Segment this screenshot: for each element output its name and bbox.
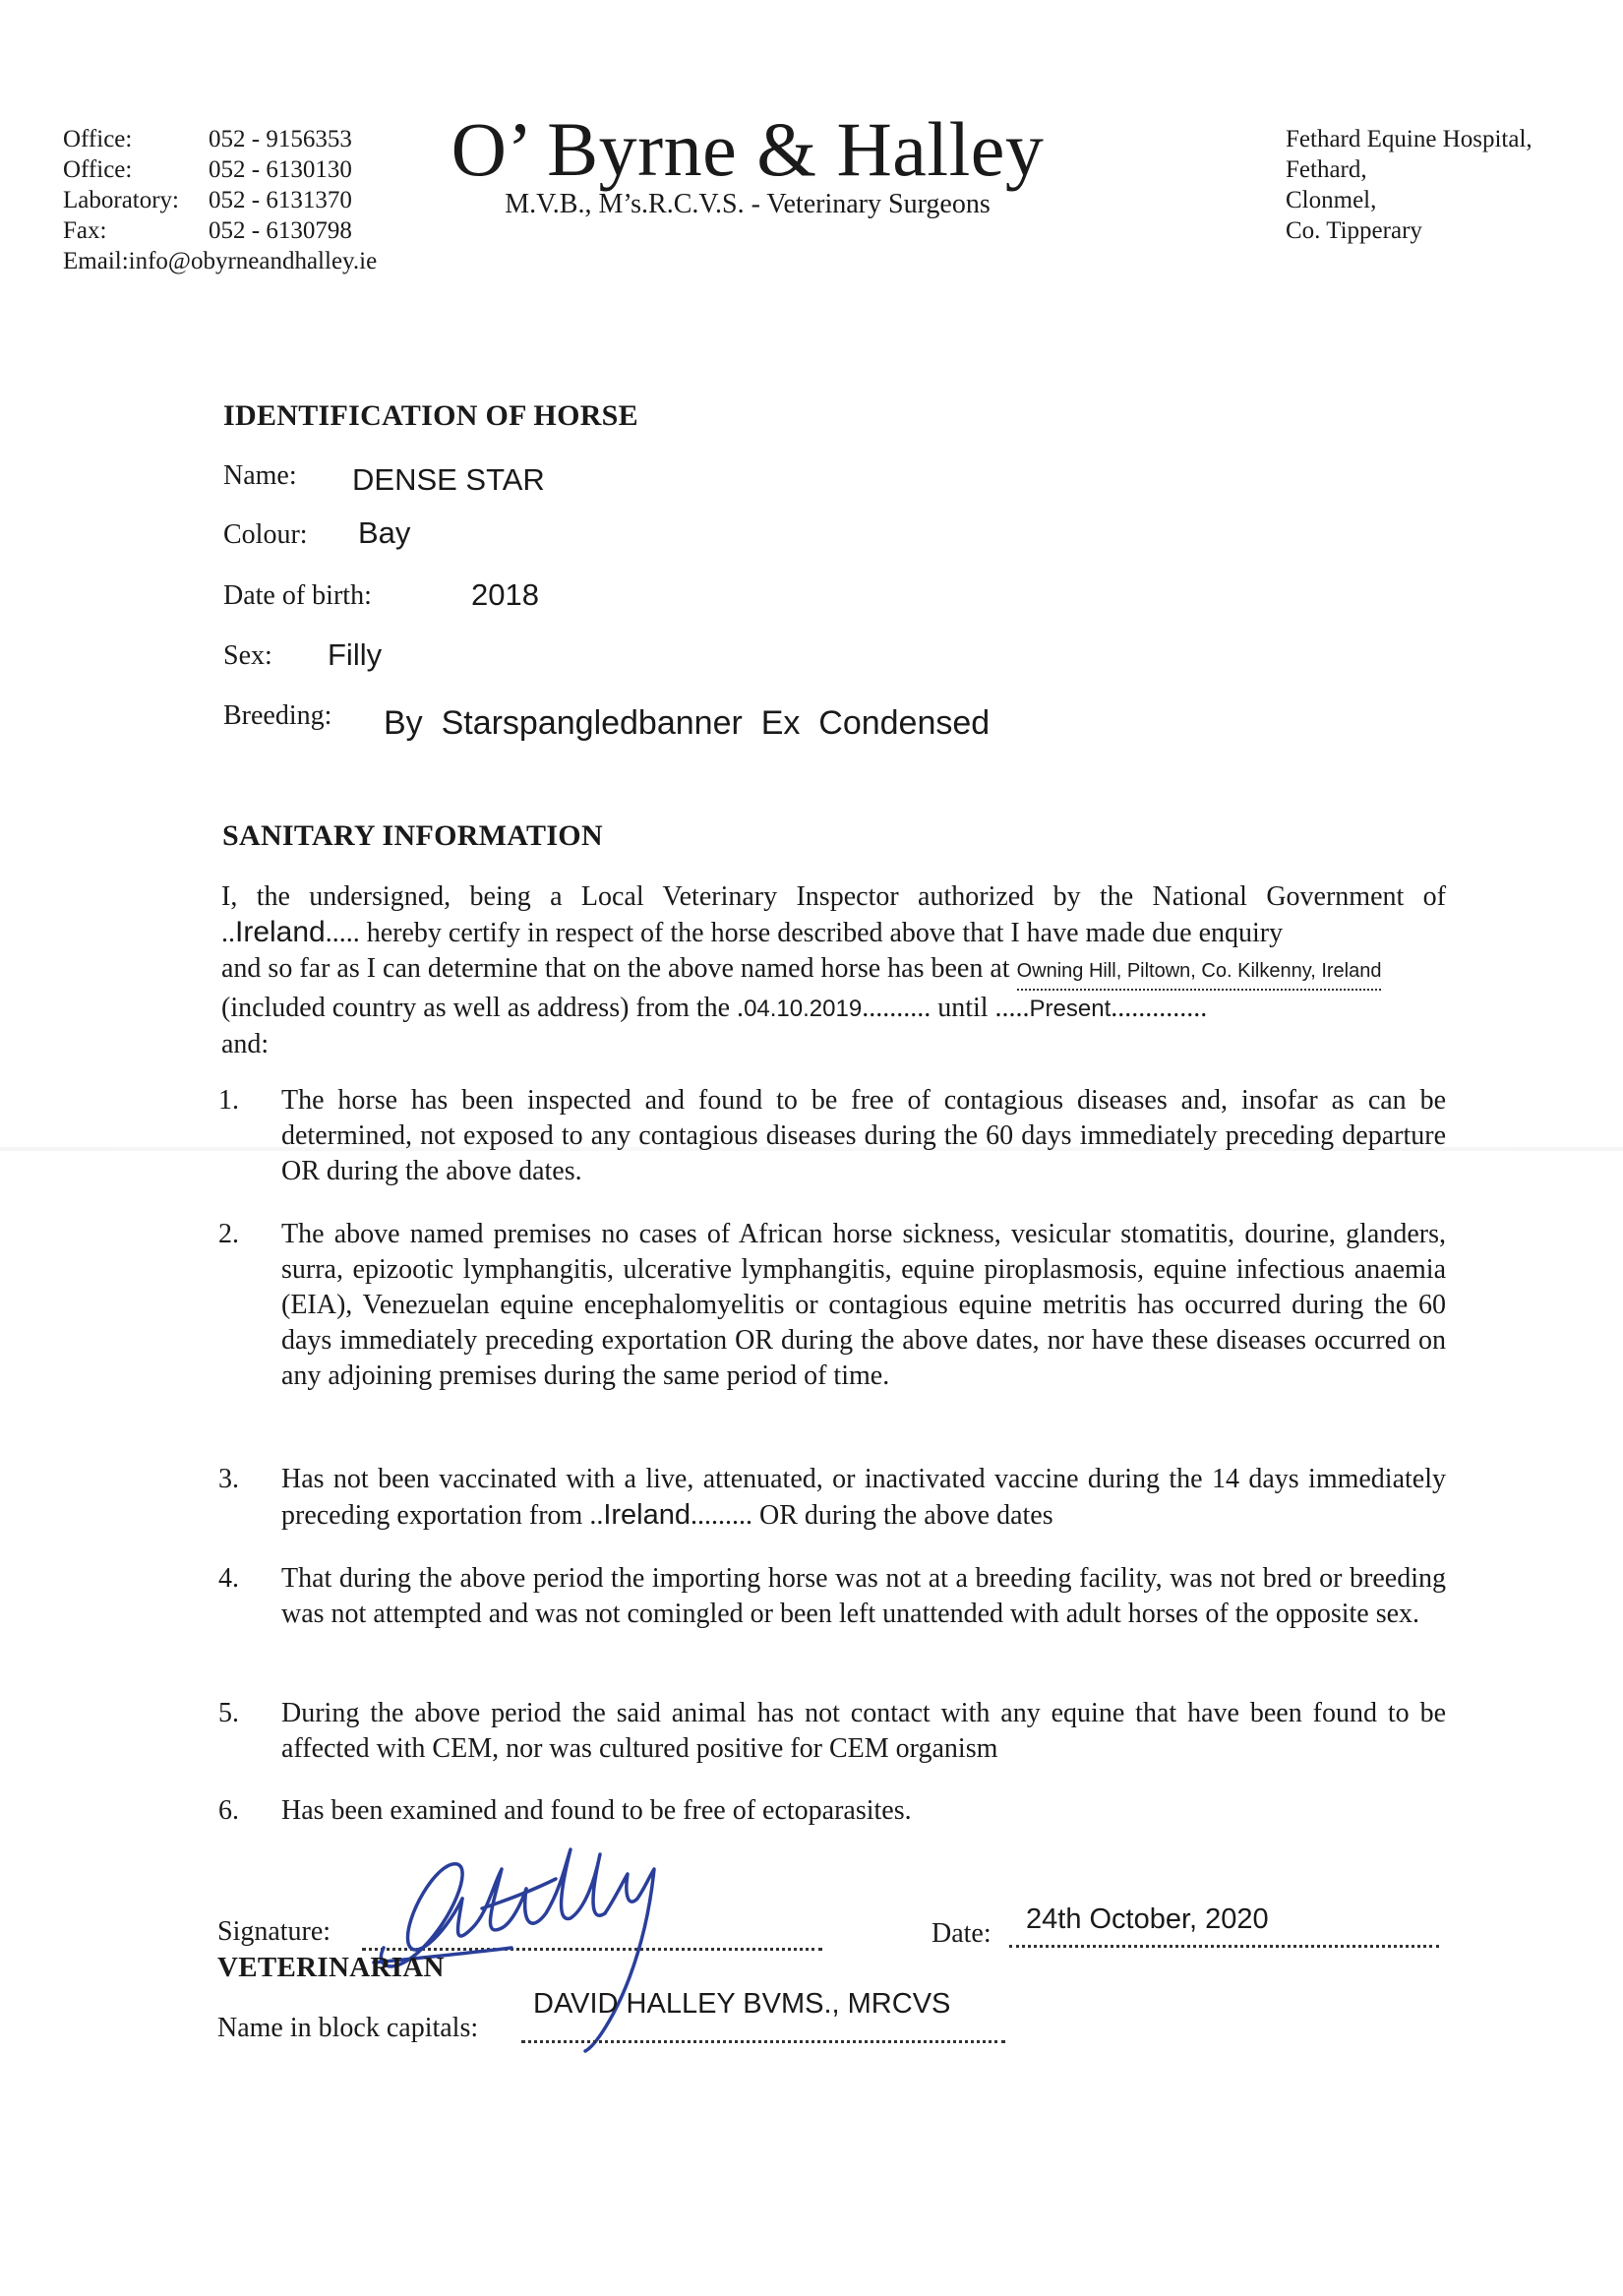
address-block xyxy=(1286,124,1533,246)
dots: .............. xyxy=(1111,993,1208,1023)
contact-value: 052 - 6130130 xyxy=(209,156,352,183)
conditions-list xyxy=(218,1083,1448,1831)
date-value: 24th October, 2020 xyxy=(1026,1903,1269,1935)
item-number: 3. xyxy=(218,1464,239,1494)
dob-label: Date of birth: xyxy=(223,580,372,611)
item-text-part: Has not been vaccinated with a live, attenuated, or inactivated vaccine during the 14 days immediately preceding exportation from .. xyxy=(281,1464,1446,1531)
item-number: 2. xyxy=(218,1219,239,1249)
sex-label: Sex: xyxy=(223,640,272,671)
until-date-value: Present xyxy=(1029,996,1112,1022)
item-text-part: ......... OR during the above dates xyxy=(691,1500,1053,1531)
item-text: That during the above period the importing horse was not at a breeding facility, was not bred or breeding was not attempted and was not comingled or been left unattended with adult horses of the opposite sex. xyxy=(281,1563,1446,1629)
item-text: The above named premises no cases of African horse sickness, vesicular stomatitis, dourine, glanders, surra, epizootic lymphangitis, ulcerative lymphangitis, equine piroplasmosis, equine infectious anaemia (EIA), Venezuelan equine encephalomyelitis or contagious equine metritis has occurred during the 60 days immediately preceding exportation OR during the above dates, nor have these diseases occurred on any adjoining premises during the same period of time. xyxy=(281,1219,1446,1391)
address-line: Fethard Equine Hospital, xyxy=(1286,126,1533,152)
contact-label: Office: xyxy=(63,126,133,152)
dots: .. xyxy=(221,918,235,948)
contact-label: Office: xyxy=(63,156,133,183)
country-value: Ireland xyxy=(235,916,326,948)
para-text: ..... hereby certify in respect of the horse described above that I have made due enquiry xyxy=(325,918,1284,948)
email: Email:info@obyrneandhalley.ie xyxy=(63,248,378,274)
veterinarian-role: VETERINARIAN xyxy=(217,1952,445,1983)
certification-paragraph xyxy=(221,879,1446,1062)
contact-value: 052 - 6130798 xyxy=(209,217,352,244)
colour-value: Bay xyxy=(358,515,411,550)
item-text: During the above period the said animal has not contact with any equine that have been found to be affected with CEM, nor was cultured positive for CEM organism xyxy=(281,1698,1446,1764)
sanitary-heading: SANITARY INFORMATION xyxy=(222,819,603,852)
dob-value: 2018 xyxy=(471,577,539,612)
identification-heading: IDENTIFICATION OF HORSE xyxy=(223,399,638,432)
item-number: 6. xyxy=(218,1795,239,1826)
para-text: (included country as well as address) from the . xyxy=(221,993,745,1023)
date-label: Date: xyxy=(932,1918,992,1949)
breeding-value: By Starspangledbanner Ex Condensed xyxy=(384,704,991,742)
firm-name: O’ Byrne & Halley xyxy=(451,106,1045,192)
block-capitals-label: Name in block capitals: xyxy=(217,2013,479,2043)
signature-label: Signature: xyxy=(217,1916,331,1947)
name-value: DENSE STAR xyxy=(352,462,545,497)
address-line: Clonmel, xyxy=(1286,187,1377,213)
from-date-value: 04.10.2019 xyxy=(744,996,863,1022)
para-line-2 xyxy=(221,915,1446,951)
firm-subtitle: M.V.B., M’s.R.C.V.S. - Veterinary Surgeons xyxy=(505,189,991,219)
item-number: 4. xyxy=(218,1563,239,1594)
item-text: The horse has been inspected and found to be free of contagious diseases and, insofar as can be determined, not exposed to any contagious diseases during the 60 days immediately preceding departure OR during the above dates. xyxy=(281,1085,1446,1186)
para-line-4 xyxy=(221,991,1446,1027)
premises-value: Owning Hill, Piltown, Co. Kilkenny, Ireland xyxy=(1017,953,1382,991)
name-label: Name: xyxy=(223,460,297,491)
contact-value: 052 - 6131370 xyxy=(209,187,352,213)
item-text: Has been examined and found to be free of ectoparasites. xyxy=(281,1795,912,1826)
contact-value: 052 - 9156353 xyxy=(209,126,352,152)
item-number: 1. xyxy=(218,1085,239,1116)
colour-label: Colour: xyxy=(223,519,308,550)
country-value: Ireland xyxy=(603,1499,691,1531)
para-line-1: I, the undersigned, being a Local Veterinary Inspector authorized by the National Government of xyxy=(221,881,1446,912)
contact-label: Laboratory: xyxy=(63,187,180,213)
sex-value: Filly xyxy=(328,637,383,672)
date-line xyxy=(1009,1945,1439,1948)
block-capitals-line xyxy=(521,2040,1005,2043)
para-line-3 xyxy=(221,951,1446,991)
block-capitals-value: DAVID HALLEY BVMS., MRCVS xyxy=(533,1988,951,2020)
para-text: .......... until ..... xyxy=(862,993,1030,1023)
address-line: Co. Tipperary xyxy=(1286,217,1422,244)
breeding-label: Breeding: xyxy=(223,700,332,731)
contact-label: Fax: xyxy=(63,217,107,244)
para-text: and so far as I can determine that on the above named horse has been at xyxy=(221,953,1010,984)
address-line: Fethard, xyxy=(1286,156,1367,183)
item-text xyxy=(281,1462,1446,1534)
para-line-5: and: xyxy=(221,1029,270,1059)
item-number: 5. xyxy=(218,1698,239,1728)
